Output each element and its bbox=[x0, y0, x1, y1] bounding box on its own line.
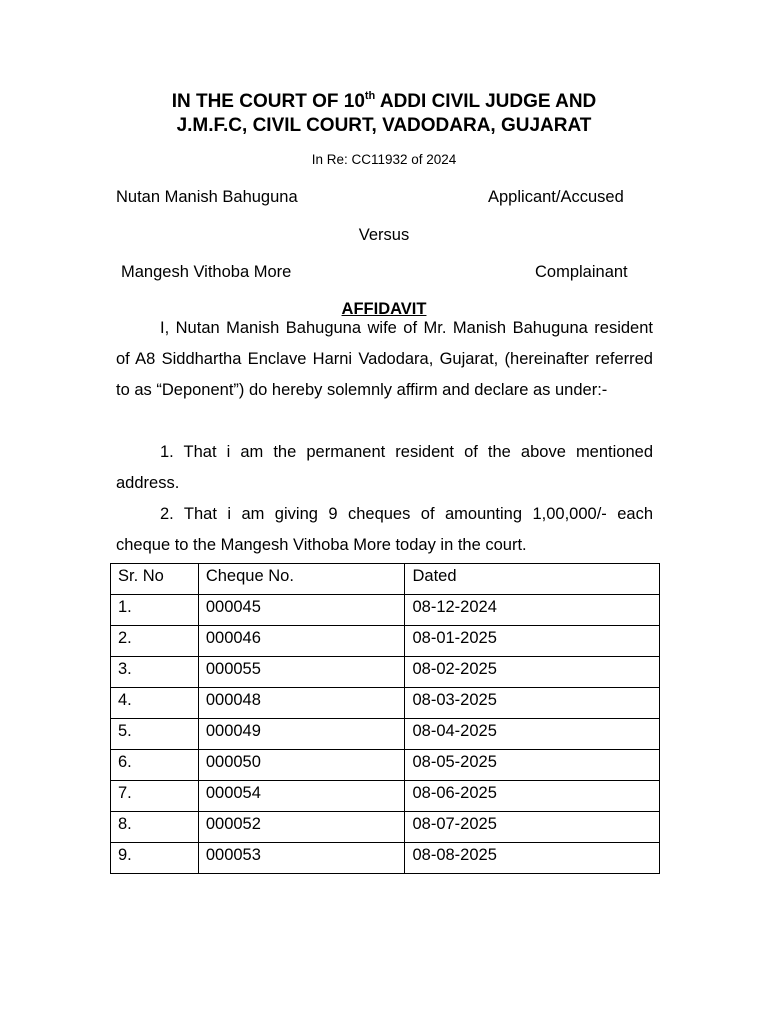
table-header-row bbox=[111, 564, 660, 595]
cell-dated: 08-07-2025 bbox=[405, 812, 660, 843]
applicant-role: Applicant/Accused bbox=[488, 188, 624, 206]
cell-dated: 08-03-2025 bbox=[405, 688, 660, 719]
cell-sr-no: 6. bbox=[111, 750, 199, 781]
header-sr-no: Sr. No bbox=[111, 564, 199, 595]
court-title-prefix: IN THE COURT OF 10 bbox=[171, 91, 365, 112]
cell-sr-no: 5. bbox=[111, 719, 199, 750]
cell-dated: 08-02-2025 bbox=[405, 657, 660, 688]
affidavit-point-1: 1. That i am the permanent resident of the above mentioned address. bbox=[116, 443, 653, 492]
versus-label: Versus bbox=[358, 226, 410, 244]
cell-dated: 08-08-2025 bbox=[405, 843, 660, 874]
cell-dated: 08-05-2025 bbox=[405, 750, 660, 781]
cell-dated: 08-12-2024 bbox=[405, 595, 660, 626]
cell-cheque-no: 000055 bbox=[198, 657, 405, 688]
affidavit-heading: AFFIDAVIT bbox=[341, 300, 427, 318]
cell-cheque-no: 000053 bbox=[198, 843, 405, 874]
table-row bbox=[111, 843, 660, 874]
cell-cheque-no: 000045 bbox=[198, 595, 405, 626]
court-title-line-1 bbox=[0, 90, 768, 114]
cell-dated: 08-04-2025 bbox=[405, 719, 660, 750]
cell-sr-no: 9. bbox=[111, 843, 199, 874]
cell-dated: 08-06-2025 bbox=[405, 781, 660, 812]
affidavit-point-2: 2. That i am giving 9 cheques of amounting 1,00,000/- each cheque to the Mangesh Vithoba More today in the court. bbox=[116, 505, 653, 554]
cell-cheque-no: 000049 bbox=[198, 719, 405, 750]
table-row bbox=[111, 626, 660, 657]
table-row bbox=[111, 657, 660, 688]
table-row bbox=[111, 812, 660, 843]
affidavit-intro-paragraph: I, Nutan Manish Bahuguna wife of Mr. Manish Bahuguna resident of A8 Siddhartha Enclave Harni Vadodara, Gujarat, (hereinafter referred to as “Deponent”) do hereby solemnly affirm and declare as under:- bbox=[116, 319, 653, 399]
case-reference: In Re: CC11932 of 2024 bbox=[311, 152, 457, 167]
table-row bbox=[111, 595, 660, 626]
cell-sr-no: 8. bbox=[111, 812, 199, 843]
applicant-name: Nutan Manish Bahuguna bbox=[116, 188, 298, 206]
cell-cheque-no: 000048 bbox=[198, 688, 405, 719]
table-row bbox=[111, 719, 660, 750]
table-row bbox=[111, 781, 660, 812]
cheque-table bbox=[110, 563, 660, 874]
cell-dated: 08-01-2025 bbox=[405, 626, 660, 657]
table-row bbox=[111, 750, 660, 781]
cell-sr-no: 2. bbox=[111, 626, 199, 657]
court-title-suffix: ADDI CIVIL JUDGE AND bbox=[375, 91, 597, 112]
complainant-role: Complainant bbox=[535, 263, 628, 281]
cell-sr-no: 7. bbox=[111, 781, 199, 812]
cell-cheque-no: 000050 bbox=[198, 750, 405, 781]
table-row bbox=[111, 688, 660, 719]
cell-cheque-no: 000046 bbox=[198, 626, 405, 657]
court-title-line-2: J.M.F.C, CIVIL COURT, VADODARA, GUJARAT bbox=[176, 115, 592, 136]
cell-cheque-no: 000052 bbox=[198, 812, 405, 843]
cell-sr-no: 1. bbox=[111, 595, 199, 626]
court-title-superscript: th bbox=[364, 90, 376, 102]
cell-sr-no: 4. bbox=[111, 688, 199, 719]
cell-sr-no: 3. bbox=[111, 657, 199, 688]
complainant-name: Mangesh Vithoba More bbox=[121, 263, 292, 281]
header-cheque-no: Cheque No. bbox=[198, 564, 405, 595]
cell-cheque-no: 000054 bbox=[198, 781, 405, 812]
header-dated: Dated bbox=[405, 564, 660, 595]
